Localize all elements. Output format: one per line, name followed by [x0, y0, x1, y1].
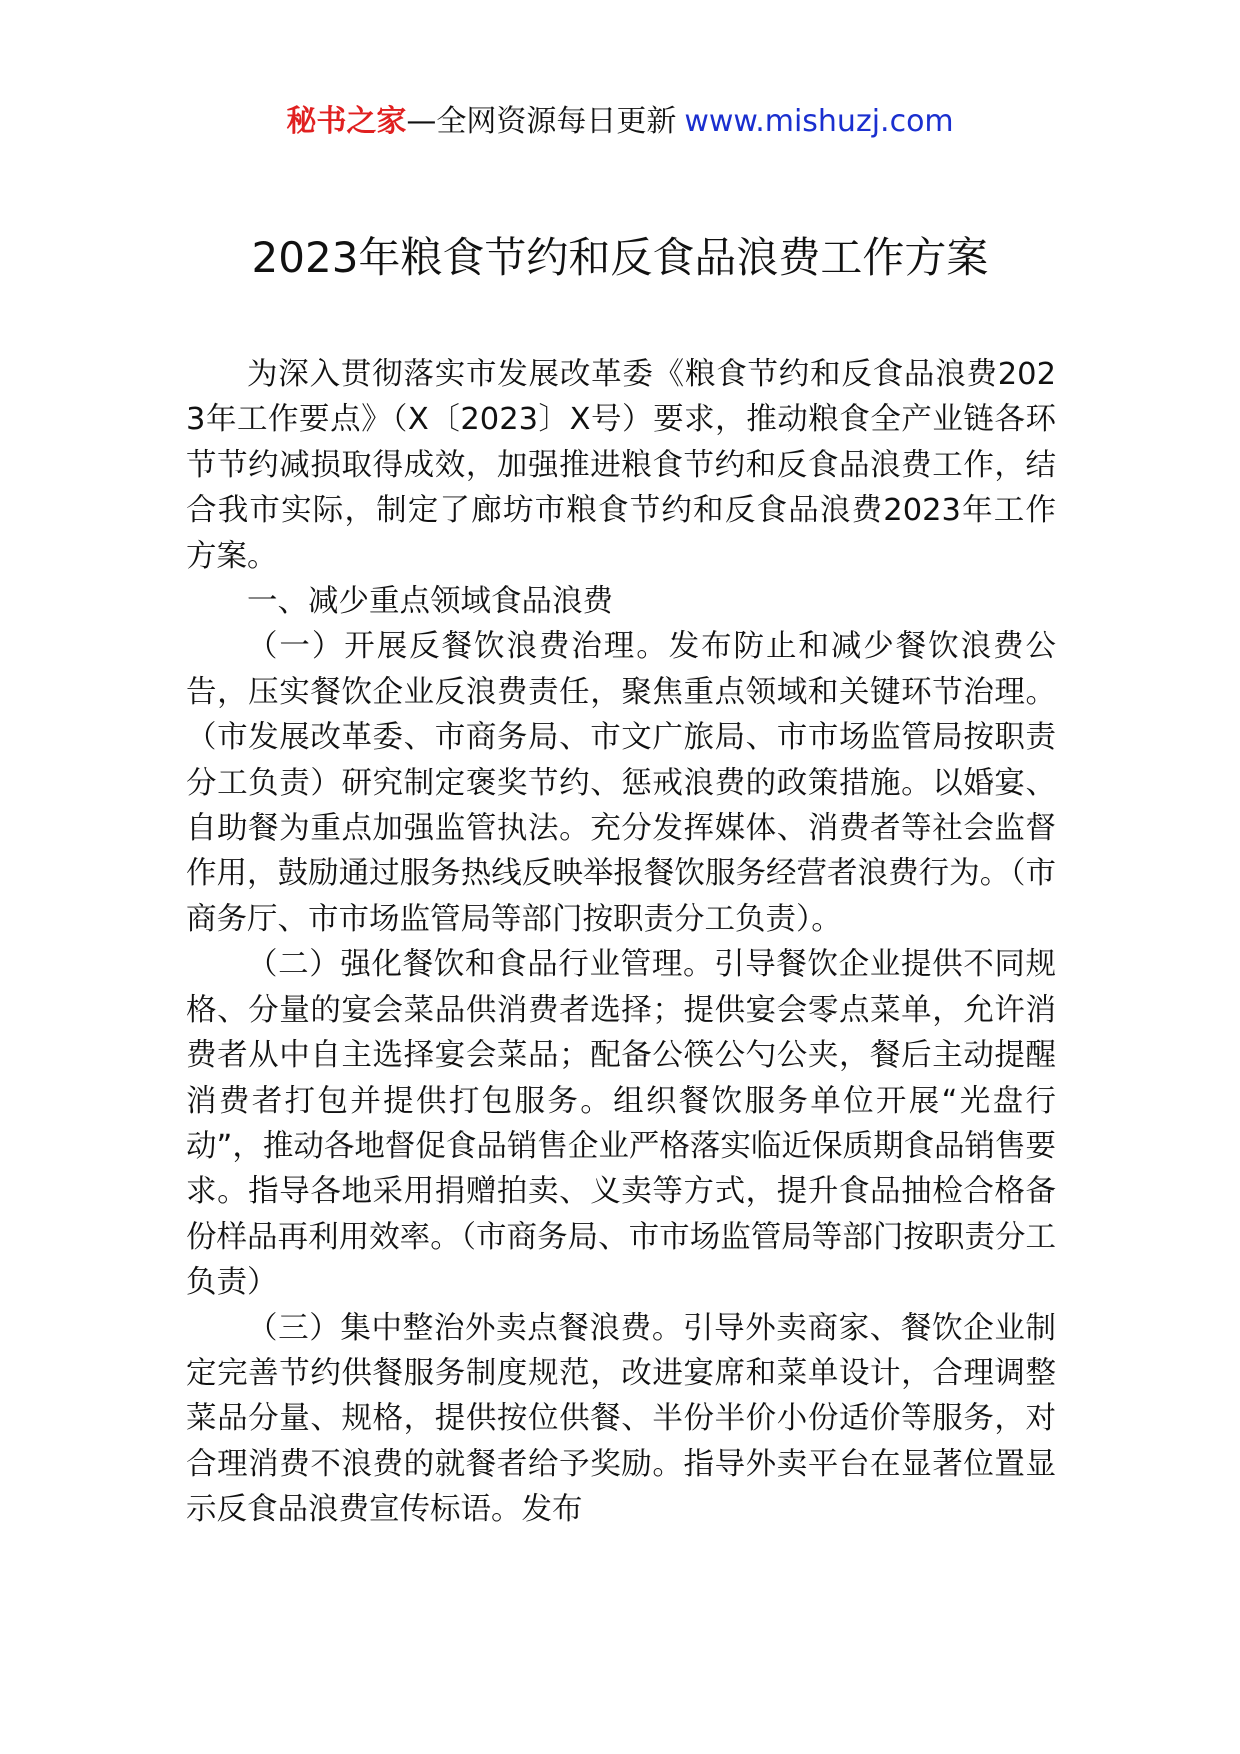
paragraph-intro: 为深入贯彻落实市发展改革委《粮食节约和反食品浪费2023年工作要点》（X〔2023〕X号）要求，推动粮食全产业链各环节节约减损取得成效，加强推进粮食节约和反食品浪费工作，结合我市实际，制定了廊坊市粮食节约和反食品浪费2023年工作方案。: [186, 357, 1056, 574]
brand-name: 秘书之家: [286, 104, 407, 139]
header-tagline: —全网资源每日更新: [406, 104, 677, 139]
document-body: [186, 352, 1056, 1533]
document-title: 2023年粮食节约和反食品浪费工作方案: [251, 233, 989, 282]
paragraph-item-2: （二）强化餐饮和食品行业管理。引导餐饮企业提供不同规格、分量的宴会菜品供消费者选择；提供宴会零点菜单，允许消费者从中自主选择宴会菜品；配备公筷公勺公夹，餐后主动提醒消费者打包并提供打包服务。组织餐饮服务单位开展“光盘行动”，推动各地督促食品销售企业严格落实临近保质期食品销售要求。指导各地采用捐赠拍卖、义卖等方式，提升食品抽检合格备份样品再利用效率。（市商务局、市市场监管局等部门按职责分工负责）: [186, 947, 1056, 1301]
paragraph-item-1: （一）开展反餐饮浪费治理。发布防止和减少餐饮浪费公告，压实餐饮企业反浪费责任，聚焦重点领域和关键环节治理。（市发展改革委、市商务局、市文广旅局、市市场监管局按职责分工负责）研究制定褒奖节约、惩戒浪费的政策措施。以婚宴、自助餐为重点加强监管执法。充分发挥媒体、消费者等社会监督作用，鼓励通过服务热线反映举报餐饮服务经营者浪费行为。（市商务厅、市市场监管局等部门按职责分工负责）。: [186, 629, 1056, 937]
site-header: [0, 100, 1240, 144]
paragraph-item-3: （三）集中整治外卖点餐浪费。引导外卖商家、餐饮企业制定完善节约供餐服务制度规范，改进宴席和菜单设计，合理调整菜品分量、规格，提供按位供餐、半份半价小份适价等服务，对合理消费不浪费的就餐者给予奖励。指导外卖平台在显著位置显示反食品浪费宣传标语。发布: [186, 1310, 1056, 1528]
site-url-link[interactable]: www.mishuzj.com: [684, 104, 954, 139]
section-heading-1: 一、减少重点领域食品浪费: [247, 584, 613, 620]
